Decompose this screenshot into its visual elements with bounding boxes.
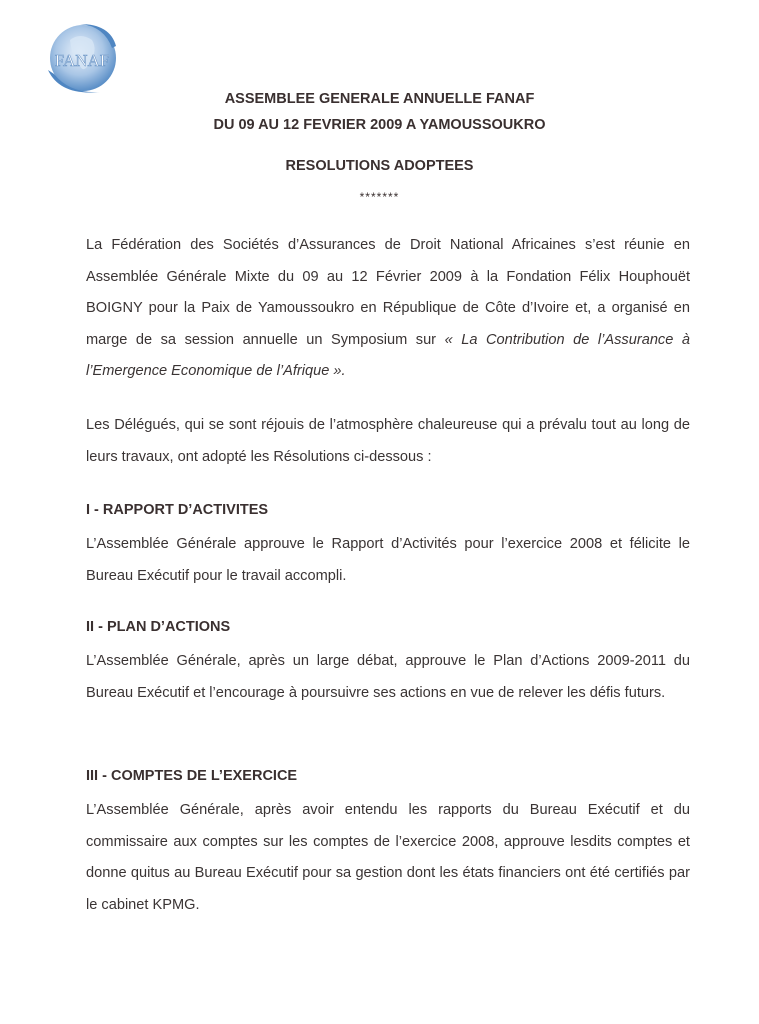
section-body-rapport: L’Assemblée Générale approuve le Rapport d’Activités pour l’exercice 2008 et félicite le Bureau Exécutif pour le travail accompli.	[86, 536, 690, 584]
document-title-line2: DU 09 AU 12 FEVRIER 2009 A YAMOUSSOUKRO	[213, 117, 546, 133]
section-title-rapport: I - RAPPORT D’ACTIVITES	[86, 502, 269, 518]
section-title-comptes: III - COMPTES DE L’EXERCICE	[86, 768, 298, 784]
fanaf-globe-logo-icon	[40, 18, 124, 100]
fanaf-logo	[40, 18, 124, 100]
document-subtitle: RESOLUTIONS ADOPTEES	[285, 158, 474, 174]
delegates-paragraph: Les Délégués, qui se sont réjouis de l’atmosphère chaleureuse qui a prévalu tout au long de leurs travaux, ont adopté les Résolutions ci-dessous :	[86, 417, 690, 465]
intro-paragraph	[86, 230, 690, 388]
svg-text:FANAF: FANAF	[54, 51, 110, 70]
symposium-title: « La Contribution de l’Assurance à l’Emergence Economique de l’Afrique ».	[86, 331, 690, 379]
document-title-line1: ASSEMBLEE GENERALE ANNUELLE FANAF	[224, 91, 535, 107]
section-body-comptes: L’Assemblée Générale, après avoir entendu les rapports du Bureau Exécutif et du commissaire aux comptes sur les comptes de l’exercice 2008, approuve lesdits comptes et donne quitus au Bureau Exécutif pour sa gestion dont les états financiers ont été certifiés par le cabinet KPMG.	[86, 802, 690, 913]
intro-text: La Fédération des Sociétés d’Assurances de Droit National Africaines s’est réunie en Assemblée Générale Mixte du 09 au 12 Février 2009 à la Fondation Félix Houphouët BOIGNY pour la Paix de Yamoussoukro en République de Côte d’Ivoire et, a organisé en marge de sa session annuelle un Symposium sur	[86, 237, 690, 348]
separator: *******	[359, 190, 400, 204]
section-body-plan: L’Assemblée Générale, après un large débat, approuve le Plan d’Actions 2009-2011 du Bureau Exécutif et l’encourage à poursuivre ses actions en vue de relever les défis futurs.	[86, 653, 690, 701]
section-title-plan: II - PLAN D’ACTIONS	[86, 619, 231, 635]
